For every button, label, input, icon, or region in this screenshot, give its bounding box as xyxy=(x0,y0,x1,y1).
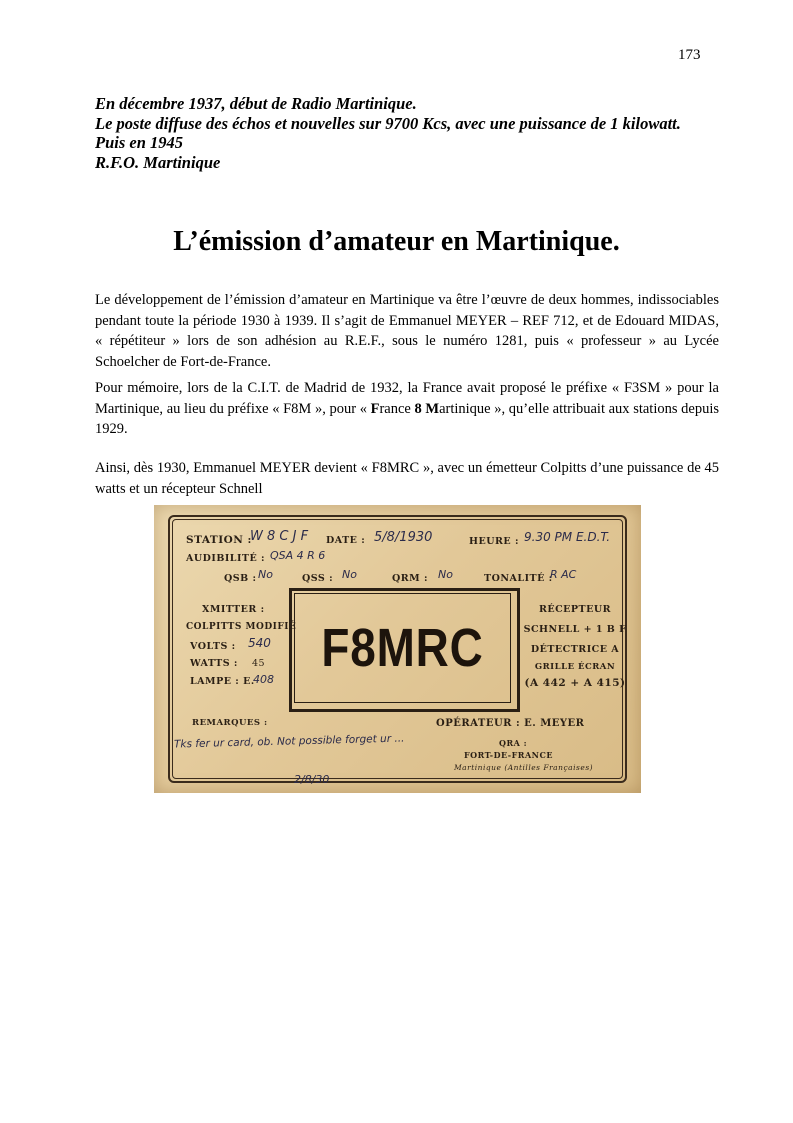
remarques-label: REMARQUES : xyxy=(192,718,268,728)
heure-label: HEURE : xyxy=(469,536,519,547)
qra-label: QRA : xyxy=(499,738,528,748)
tonalite-value: R AC xyxy=(550,568,577,581)
bold-letter: 8 M xyxy=(414,400,440,417)
section-title: L’émission d’amateur en Martinique. xyxy=(173,226,620,257)
lampe-label: LAMPE : E. xyxy=(190,676,255,687)
detectrice-label: DÉTECTRICE A xyxy=(530,644,620,655)
paragraph-1: Le développement de l’émission d’amateur en Martinique va être l’œuvre de deux hommes, indissociables pendant toute la période 1930 à 1939. Il s’agit de Emmanuel MEYER – REF 712, et de Edouard MIDAS, « répétiteur » lors de son adhésion au R.E.F., sous le numéro 1281, puis « professeur » au Lycée Schoelcher de Fort-de-France. xyxy=(95,292,719,370)
qsb-value: No xyxy=(258,568,273,581)
remarques-handwriting: Tks fer ur card, ob. Not possible forget ur ... xyxy=(173,732,405,751)
grille-label: GRILLE ÉCRAN xyxy=(534,662,616,672)
qsb-label: QSB : xyxy=(224,573,257,584)
schnell-label: SCHNELL + 1 B F xyxy=(523,624,627,635)
tonalite-label: TONALITÉ : xyxy=(484,573,553,584)
bold-letter: F xyxy=(370,400,380,417)
intro-line: R.F.O. Martinique xyxy=(95,152,221,172)
qra-country: Martinique (Antilles Françaises) xyxy=(454,763,594,772)
intro-line: Puis en 1945 xyxy=(95,133,184,152)
paragraph-2-text: rance xyxy=(379,400,415,417)
xmitter-label: XMITTER : xyxy=(202,604,265,615)
callsign: F8MRC xyxy=(321,618,484,678)
qss-label: QSS : xyxy=(302,573,334,584)
qra-city: FORT-DE-FRANCE xyxy=(464,750,553,760)
qrm-value: No xyxy=(438,568,453,581)
paragraph-2 xyxy=(95,378,719,440)
operateur-label: OPÉRATEUR : E. MEYER xyxy=(436,718,585,729)
intro-line: En décembre 1937, début de Radio Martinique. xyxy=(95,94,417,113)
date-value: 5/8/1930 xyxy=(374,530,433,545)
footer-date: 2/8/30 xyxy=(294,773,330,786)
intro-block xyxy=(95,94,705,172)
qss-value: No xyxy=(342,568,357,581)
watts-label: WATTS : xyxy=(190,658,238,669)
callsign-frame-inner xyxy=(294,593,511,703)
station-label: STATION : xyxy=(186,534,252,546)
recepteur-label: RÉCEPTEUR xyxy=(538,604,612,615)
audibilite-label: AUDIBILITÉ : xyxy=(186,553,266,564)
watts-value: 45 xyxy=(252,658,266,669)
colpitts-label: COLPITTS MODIFIÉ xyxy=(186,622,297,632)
paragraph-3: Ainsi, dès 1930, Emmanuel MEYER devient « F8MRC », avec un émetteur Colpitts d’une puissance de 45 watts et un récepteur Schnell xyxy=(95,460,719,497)
qsl-card-image xyxy=(154,505,641,793)
lampes-label: (A 442 + A 415) xyxy=(524,677,626,689)
paragraph-2-text: Pour mémoire, lors de la C.I.T. de Madrid de 1932, la France avait proposé le préfixe « F3SM » pour la Martinique, au lieu du préfixe « F8M », pour « xyxy=(95,380,719,417)
qrm-label: QRM : xyxy=(392,573,429,584)
paragraph-2-text: artinique », qu’elle attribuait aux stations depuis 1929. xyxy=(95,400,720,437)
volts-label: VOLTS : xyxy=(190,641,236,652)
audibilite-value: QSA 4 R 6 xyxy=(270,549,326,562)
heure-value: 9.30 PM E.D.T. xyxy=(524,530,611,544)
intro-line: Le poste diffuse des échos et nouvelles sur 9700 Kcs, avec une puissance de 1 kilowatt. xyxy=(95,113,681,133)
date-label: DATE : xyxy=(326,535,366,546)
page-number: 173 xyxy=(678,47,701,63)
lampe-value: 408 xyxy=(253,673,274,686)
station-value: W 8 C J F xyxy=(250,529,309,544)
volts-value: 540 xyxy=(248,636,271,650)
